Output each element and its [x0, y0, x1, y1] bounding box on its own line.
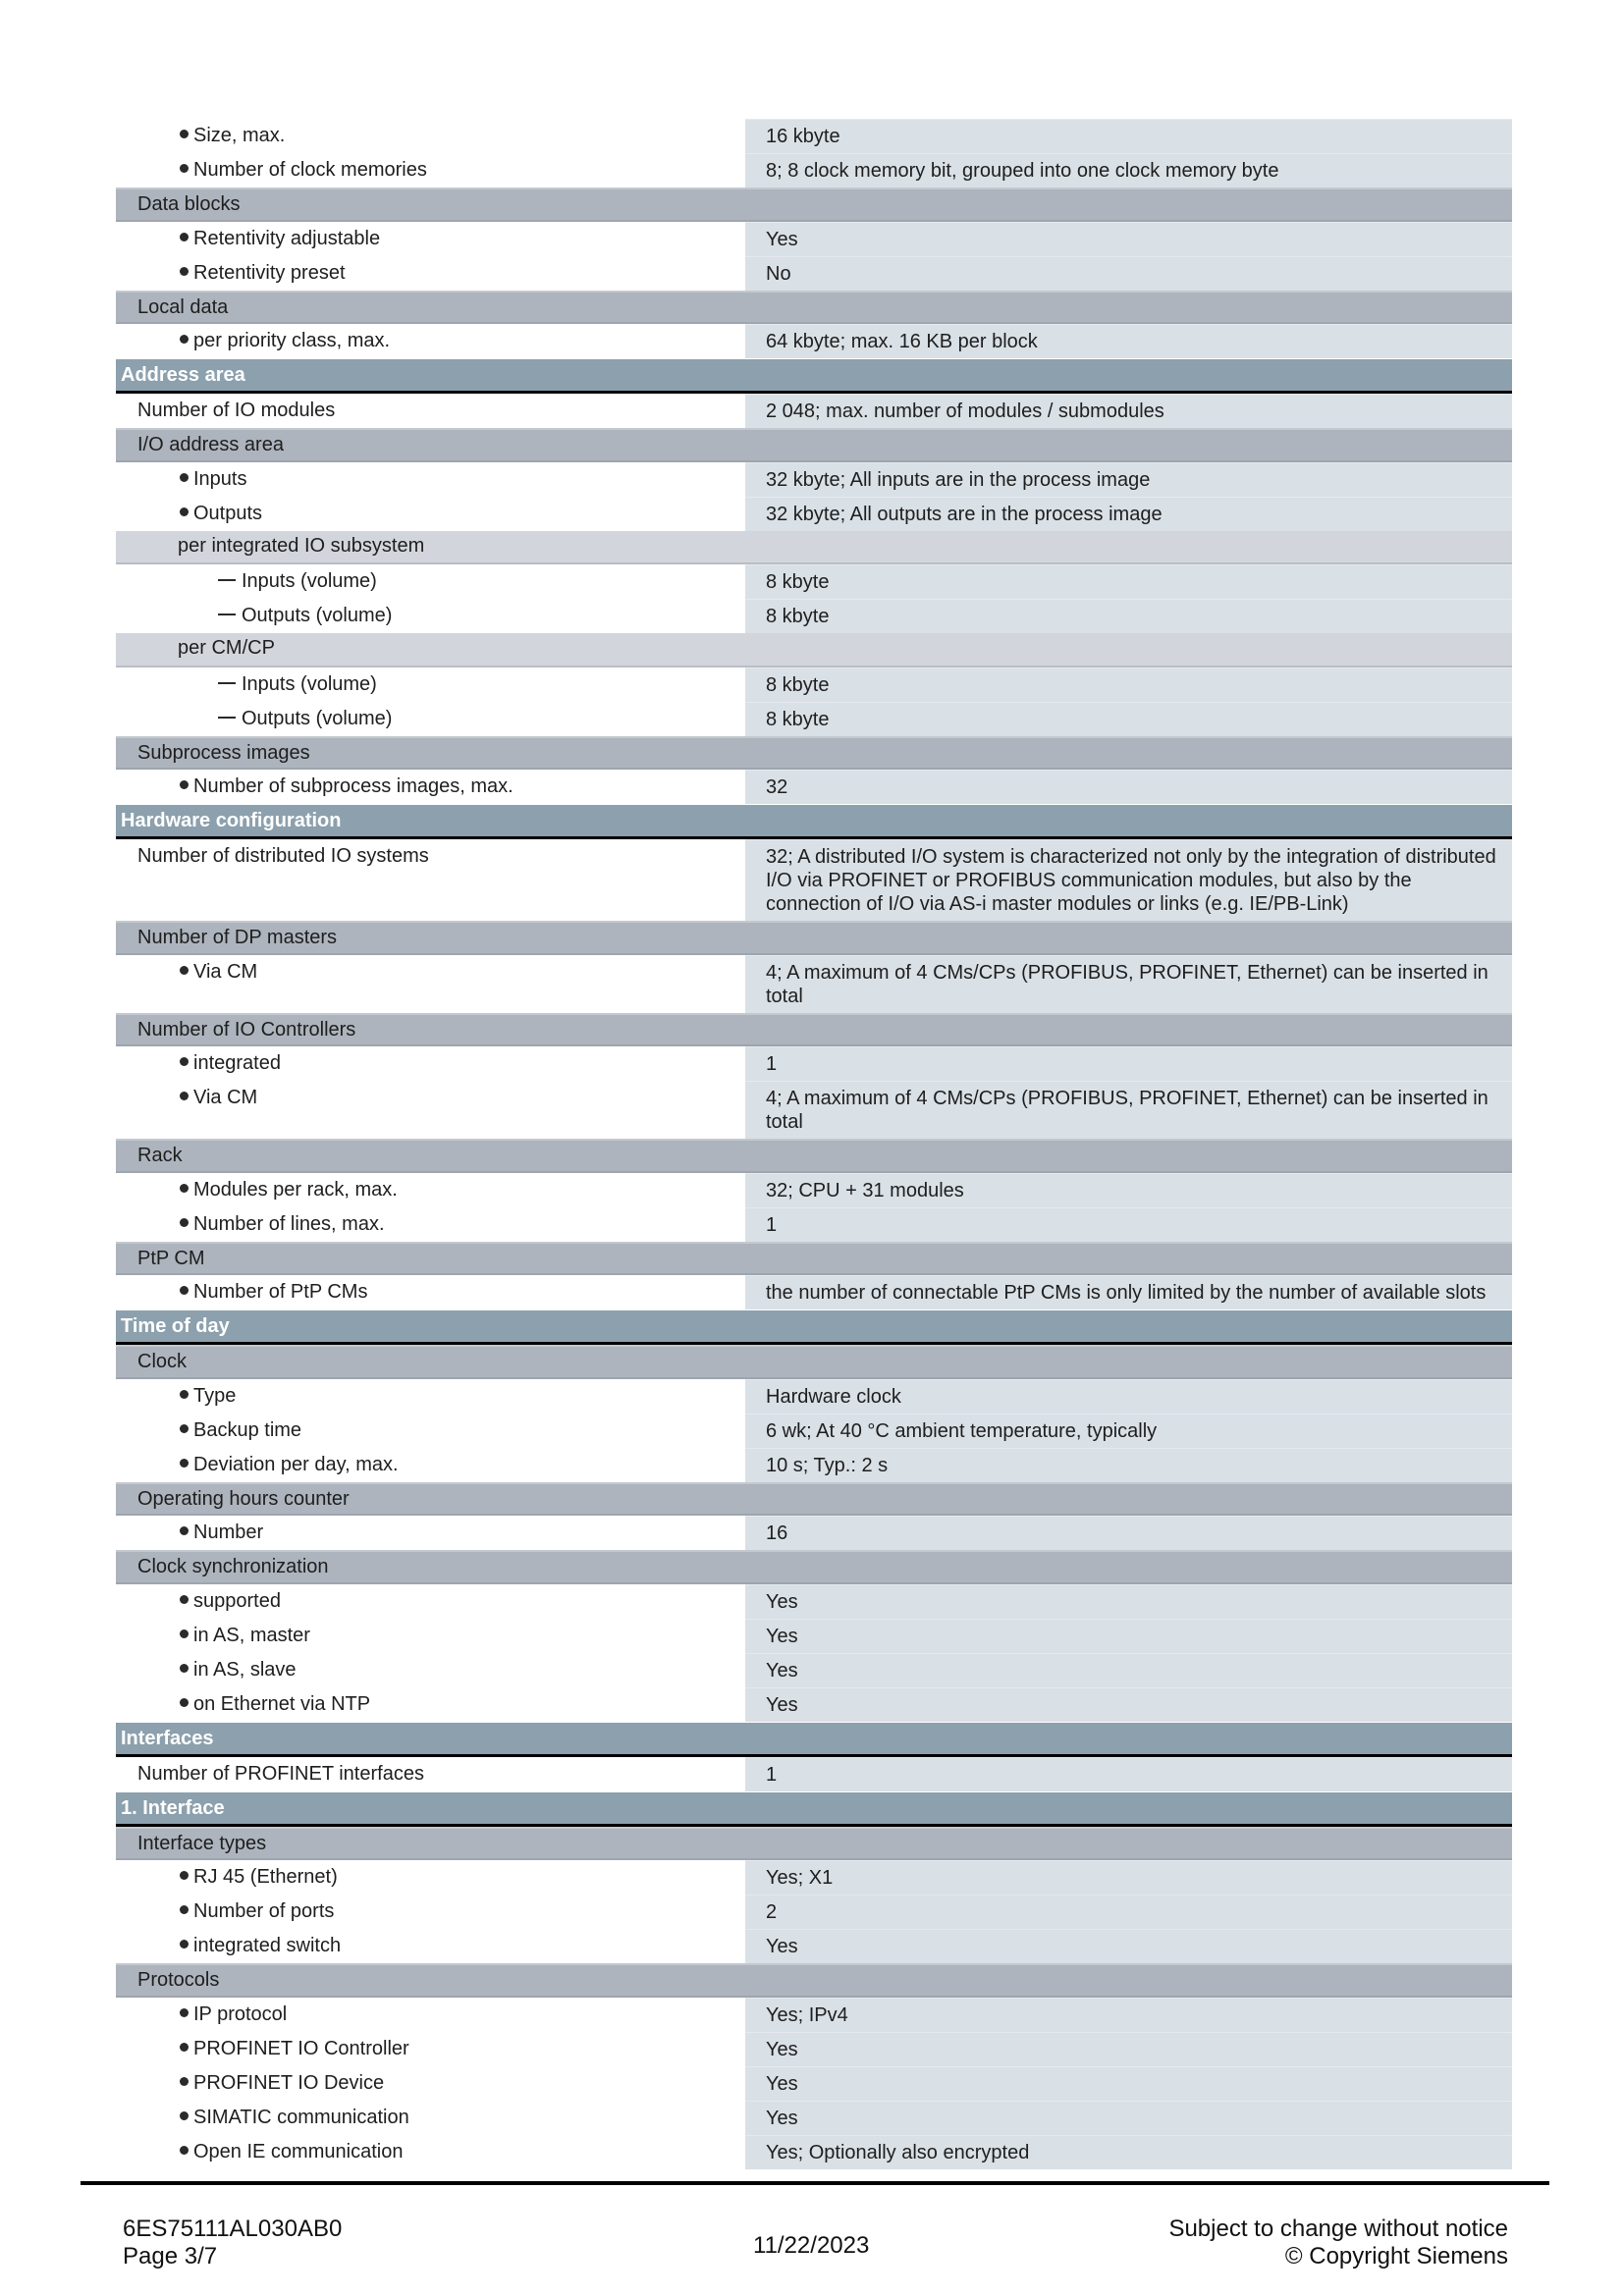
spec-row	[116, 394, 1512, 428]
change-notice: Subject to change without notice	[1168, 2216, 1508, 2242]
label-text: Via CM	[193, 1087, 258, 1108]
bullet-icon	[180, 1629, 189, 1638]
spec-value: 1	[745, 1046, 1512, 1081]
spec-value: Yes	[745, 2032, 1512, 2066]
spec-row	[116, 1516, 1512, 1550]
bullet-icon	[180, 2077, 189, 2086]
header-label	[116, 1552, 1512, 1582]
label-text: Inputs (volume)	[242, 672, 377, 695]
dash-icon	[218, 717, 236, 719]
bullet-icon	[180, 780, 189, 789]
spec-value: 1	[745, 1207, 1512, 1242]
spec-value: Yes	[745, 1687, 1512, 1722]
spec-table	[116, 119, 1512, 2169]
header-label	[116, 1723, 1512, 1754]
spec-row	[116, 1653, 1512, 1687]
group-header	[116, 1550, 1512, 1584]
section-header	[116, 359, 1512, 394]
bullet-icon	[180, 507, 189, 516]
label-text: Subprocess images	[137, 741, 310, 764]
label-text: PROFINET IO Device	[193, 2071, 385, 2094]
spec-value: 32 kbyte; All outputs are in the process image	[745, 497, 1512, 531]
spec-row	[116, 770, 1512, 804]
spec-label	[116, 1081, 745, 1139]
label-text: in AS, master	[193, 1624, 310, 1646]
label-text: Number of DP masters	[137, 927, 338, 948]
header-label	[116, 923, 1512, 953]
spec-label	[116, 222, 745, 256]
label-text: Outputs (volume)	[242, 605, 393, 626]
spec-row	[116, 222, 1512, 256]
bullet-icon	[180, 966, 189, 975]
spec-value: 32 kbyte; All inputs are in the process image	[745, 462, 1512, 497]
spec-row	[116, 1173, 1512, 1207]
spec-value: No	[745, 256, 1512, 291]
spec-label	[116, 1757, 745, 1791]
footer-divider	[81, 2181, 1549, 2185]
spec-label	[116, 324, 745, 358]
spec-row	[116, 1046, 1512, 1081]
header-label	[116, 1347, 1512, 1377]
label-text: Protocols	[137, 1969, 220, 1991]
spec-label	[116, 1929, 745, 1963]
spec-label	[116, 1653, 745, 1687]
label-text: Via CM	[193, 960, 258, 983]
bullet-icon	[180, 1390, 189, 1399]
label-text: Modules per rack, max.	[193, 1178, 398, 1201]
group-header	[116, 1242, 1512, 1276]
spec-row	[116, 497, 1512, 531]
spec-label	[116, 1687, 745, 1722]
spec-label	[116, 1895, 745, 1929]
spec-row	[116, 1860, 1512, 1895]
header-label	[116, 805, 1512, 836]
spec-row	[116, 2032, 1512, 2066]
label-text: Type	[193, 1384, 237, 1407]
section-header	[116, 1723, 1512, 1757]
spec-label	[116, 1046, 745, 1081]
spec-label	[116, 564, 745, 599]
spec-label	[116, 1584, 745, 1619]
subgroup-header	[116, 633, 1512, 667]
spec-label	[116, 1379, 745, 1414]
group-header	[116, 1013, 1512, 1047]
spec-value: Yes; X1	[745, 1860, 1512, 1895]
spec-row	[116, 564, 1512, 599]
spec-label	[116, 2135, 745, 2169]
spec-row	[116, 1895, 1512, 1929]
label-text: Outputs (volume)	[242, 707, 393, 729]
spec-row	[116, 1081, 1512, 1139]
bullet-icon	[180, 1424, 189, 1433]
label-text: Rack	[137, 1145, 183, 1166]
label-text: Inputs (volume)	[242, 570, 377, 592]
label-text: Number of clock memories	[193, 159, 427, 181]
spec-label	[116, 2032, 745, 2066]
header-label	[116, 359, 1512, 391]
bullet-icon	[180, 164, 189, 173]
label-text: integrated switch	[193, 1935, 342, 1956]
spec-row	[116, 462, 1512, 497]
footer-left	[123, 2216, 342, 2270]
dash-icon	[218, 614, 236, 615]
bullet-icon	[180, 1940, 189, 1949]
spec-label	[116, 770, 745, 804]
group-header	[116, 1345, 1512, 1379]
spec-label	[116, 256, 745, 291]
header-label	[116, 1965, 1512, 1996]
spec-row	[116, 153, 1512, 187]
spec-row	[116, 1929, 1512, 1963]
spec-value: Yes; IPv4	[745, 1998, 1512, 2032]
spec-row	[116, 839, 1512, 921]
bullet-icon	[180, 1871, 189, 1880]
spec-value: 6 wk; At 40 °C ambient temperature, typically	[745, 1414, 1512, 1448]
spec-label	[116, 1516, 745, 1550]
label-text: Interfaces	[121, 1727, 214, 1749]
label-text: Operating hours counter	[137, 1487, 350, 1510]
spec-value: 2 048; max. number of modules / submodules	[745, 394, 1512, 428]
label-text: Address area	[121, 364, 245, 386]
spec-value: 32; A distributed I/O system is characterized not only by the integration of distributed I/O via PROFINET or PROFIBUS communication modules, but also by the connection of I/O via AS-i master modules or links (e.g. IE/PB-Link)	[745, 839, 1512, 921]
bullet-icon	[180, 1595, 189, 1604]
header-label	[116, 1829, 1512, 1859]
label-text: RJ 45 (Ethernet)	[193, 1866, 338, 1888]
bullet-icon	[180, 335, 189, 344]
spec-row	[116, 324, 1512, 358]
spec-value: 16 kbyte	[745, 119, 1512, 153]
label-text: Deviation per day, max.	[193, 1453, 399, 1475]
label-text: per CM/CP	[178, 637, 275, 659]
spec-value: Yes	[745, 2101, 1512, 2135]
article-number: 6ES75111AL030AB0	[123, 2216, 343, 2242]
header-label	[116, 1244, 1512, 1274]
spec-label	[116, 1860, 745, 1895]
spec-label	[116, 2101, 745, 2135]
label-text: supported	[193, 1589, 281, 1612]
spec-row	[116, 1998, 1512, 2032]
spec-value: 64 kbyte; max. 16 KB per block	[745, 324, 1512, 358]
section-header	[116, 805, 1512, 839]
spec-row	[116, 1687, 1512, 1722]
spec-label	[116, 599, 745, 633]
header-label	[116, 738, 1512, 769]
label-text: in AS, slave	[193, 1658, 297, 1681]
spec-row	[116, 1619, 1512, 1653]
bullet-icon	[180, 1092, 189, 1100]
spec-row	[116, 119, 1512, 153]
label-text: 1. Interface	[121, 1796, 225, 1819]
spec-row	[116, 955, 1512, 1013]
bullet-icon	[180, 473, 189, 482]
spec-row	[116, 1379, 1512, 1414]
bullet-icon	[180, 1526, 189, 1535]
spec-label	[116, 153, 745, 187]
group-header	[116, 187, 1512, 222]
spec-value: 4; A maximum of 4 CMs/CPs (PROFIBUS, PROFINET, Ethernet) can be inserted in total	[745, 955, 1512, 1013]
label-text: Clock synchronization	[137, 1556, 329, 1577]
spec-label	[116, 497, 745, 531]
spec-label	[116, 119, 745, 153]
spec-value: 32; CPU + 31 modules	[745, 1173, 1512, 1207]
label-text: Number of distributed IO systems	[137, 845, 429, 867]
spec-value: Yes	[745, 1653, 1512, 1687]
bullet-icon	[180, 1218, 189, 1227]
spec-value: 10 s; Typ.: 2 s	[745, 1448, 1512, 1482]
spec-value: Yes	[745, 2066, 1512, 2101]
spec-label	[116, 1998, 745, 2032]
bullet-icon	[180, 1286, 189, 1295]
bullet-icon	[180, 1459, 189, 1468]
spec-label	[116, 394, 745, 428]
spec-row	[116, 1584, 1512, 1619]
label-text: Backup time	[193, 1418, 302, 1441]
label-text: Number of PROFINET interfaces	[137, 1762, 424, 1785]
label-text: Clock	[137, 1351, 188, 1372]
label-text: PtP CM	[137, 1247, 205, 1269]
label-text: SIMATIC communication	[193, 2106, 409, 2128]
dash-icon	[218, 682, 236, 684]
group-header	[116, 1827, 1512, 1861]
label-text: Retentivity preset	[193, 261, 346, 284]
spec-label	[116, 839, 745, 921]
spec-label	[116, 1173, 745, 1207]
group-header	[116, 1482, 1512, 1517]
label-text: Interface types	[137, 1832, 267, 1854]
label-text: per priority class, max.	[193, 330, 391, 351]
spec-row	[116, 1207, 1512, 1242]
label-text: per integrated IO subsystem	[178, 534, 425, 557]
label-text: Number	[193, 1522, 264, 1543]
spec-value: 8 kbyte	[745, 564, 1512, 599]
spec-label	[116, 667, 745, 702]
label-text: Number of IO Controllers	[137, 1018, 356, 1041]
spec-row	[116, 2066, 1512, 2101]
spec-row	[116, 256, 1512, 291]
bullet-icon	[180, 2043, 189, 2052]
spec-value: 16	[745, 1516, 1512, 1550]
label-text: Size, max.	[193, 125, 286, 146]
bullet-icon	[180, 1664, 189, 1673]
spec-row	[116, 2101, 1512, 2135]
group-header	[116, 921, 1512, 955]
header-label	[116, 1792, 1512, 1824]
section-header	[116, 1310, 1512, 1345]
bullet-icon	[180, 267, 189, 276]
label-text: IP protocol	[193, 2002, 288, 2025]
label-text: on Ethernet via NTP	[193, 1692, 371, 1715]
subgroup-header	[116, 531, 1512, 565]
label-text: Data blocks	[137, 193, 241, 215]
label-text: PROFINET IO Controller	[193, 2037, 409, 2059]
spec-row	[116, 1414, 1512, 1448]
spec-label	[116, 1619, 745, 1653]
spec-label	[116, 1207, 745, 1242]
label-text: Time of day	[121, 1315, 230, 1337]
page-number: Page 3/7	[123, 2243, 218, 2269]
spec-label	[116, 955, 745, 1013]
spec-value: 8 kbyte	[745, 702, 1512, 736]
spec-label	[116, 1414, 745, 1448]
label-text: Number of lines, max.	[193, 1212, 385, 1235]
spec-value: 32	[745, 770, 1512, 804]
spec-row	[116, 599, 1512, 633]
group-header	[116, 291, 1512, 325]
label-text: I/O address area	[137, 434, 284, 455]
header-label	[116, 293, 1512, 323]
spec-value: Yes	[745, 1584, 1512, 1619]
label-text: Inputs	[193, 467, 247, 490]
header-label	[116, 633, 1512, 666]
group-header	[116, 1139, 1512, 1173]
label-text: Open IE communication	[193, 2140, 404, 2163]
spec-row	[116, 1448, 1512, 1482]
label-text: Local data	[137, 295, 229, 318]
group-header	[116, 1963, 1512, 1998]
header-label	[116, 1310, 1512, 1342]
label-text: Number of ports	[193, 1900, 335, 1922]
label-text: Hardware configuration	[121, 810, 342, 831]
spec-label	[116, 1448, 745, 1482]
label-text: Number of IO modules	[137, 400, 336, 421]
spec-value: 1	[745, 1757, 1512, 1791]
bullet-icon	[180, 130, 189, 138]
spec-value: Yes	[745, 1619, 1512, 1653]
spec-value: 8; 8 clock memory bit, grouped into one clock memory byte	[745, 153, 1512, 187]
copyright: © Copyright Siemens	[1284, 2243, 1508, 2269]
spec-row	[116, 1757, 1512, 1791]
header-label	[116, 430, 1512, 460]
header-label	[116, 1015, 1512, 1045]
spec-value: 4; A maximum of 4 CMs/CPs (PROFIBUS, PROFINET, Ethernet) can be inserted in total	[745, 1081, 1512, 1139]
bullet-icon	[180, 1057, 189, 1066]
spec-label	[116, 702, 745, 736]
header-label	[116, 531, 1512, 563]
spec-value: 2	[745, 1895, 1512, 1929]
spec-row	[116, 702, 1512, 736]
section-header	[116, 1792, 1512, 1827]
spec-value: Yes	[745, 222, 1512, 256]
label-text: Retentivity adjustable	[193, 227, 381, 249]
spec-row	[116, 2135, 1512, 2169]
spec-value: Yes; Optionally also encrypted	[745, 2135, 1512, 2169]
bullet-icon	[180, 1184, 189, 1193]
spec-label	[116, 462, 745, 497]
header-label	[116, 189, 1512, 220]
footer-right	[1168, 2216, 1508, 2270]
header-label	[116, 1141, 1512, 1171]
spec-label	[116, 2066, 745, 2101]
label-text: integrated	[193, 1052, 281, 1074]
group-header	[116, 428, 1512, 462]
bullet-icon	[180, 1905, 189, 1914]
header-label	[116, 1484, 1512, 1515]
dash-icon	[218, 579, 236, 581]
spec-value: 8 kbyte	[745, 599, 1512, 633]
bullet-icon	[180, 233, 189, 241]
spec-value: Hardware clock	[745, 1379, 1512, 1414]
footer-date: 11/22/2023	[753, 2232, 870, 2259]
spec-value: the number of connectable PtP CMs is only limited by the number of available slots	[745, 1275, 1512, 1309]
spec-label	[116, 1275, 745, 1309]
spec-row	[116, 667, 1512, 702]
spec-value: Yes	[745, 1929, 1512, 1963]
label-text: Outputs	[193, 502, 263, 524]
label-text: Number of PtP CMs	[193, 1281, 368, 1303]
bullet-icon	[180, 2111, 189, 2120]
spec-row	[116, 1275, 1512, 1309]
group-header	[116, 736, 1512, 771]
label-text: Number of subprocess images, max.	[193, 775, 514, 797]
bullet-icon	[180, 1698, 189, 1707]
spec-value: 8 kbyte	[745, 667, 1512, 702]
bullet-icon	[180, 2008, 189, 2017]
bullet-icon	[180, 2146, 189, 2155]
